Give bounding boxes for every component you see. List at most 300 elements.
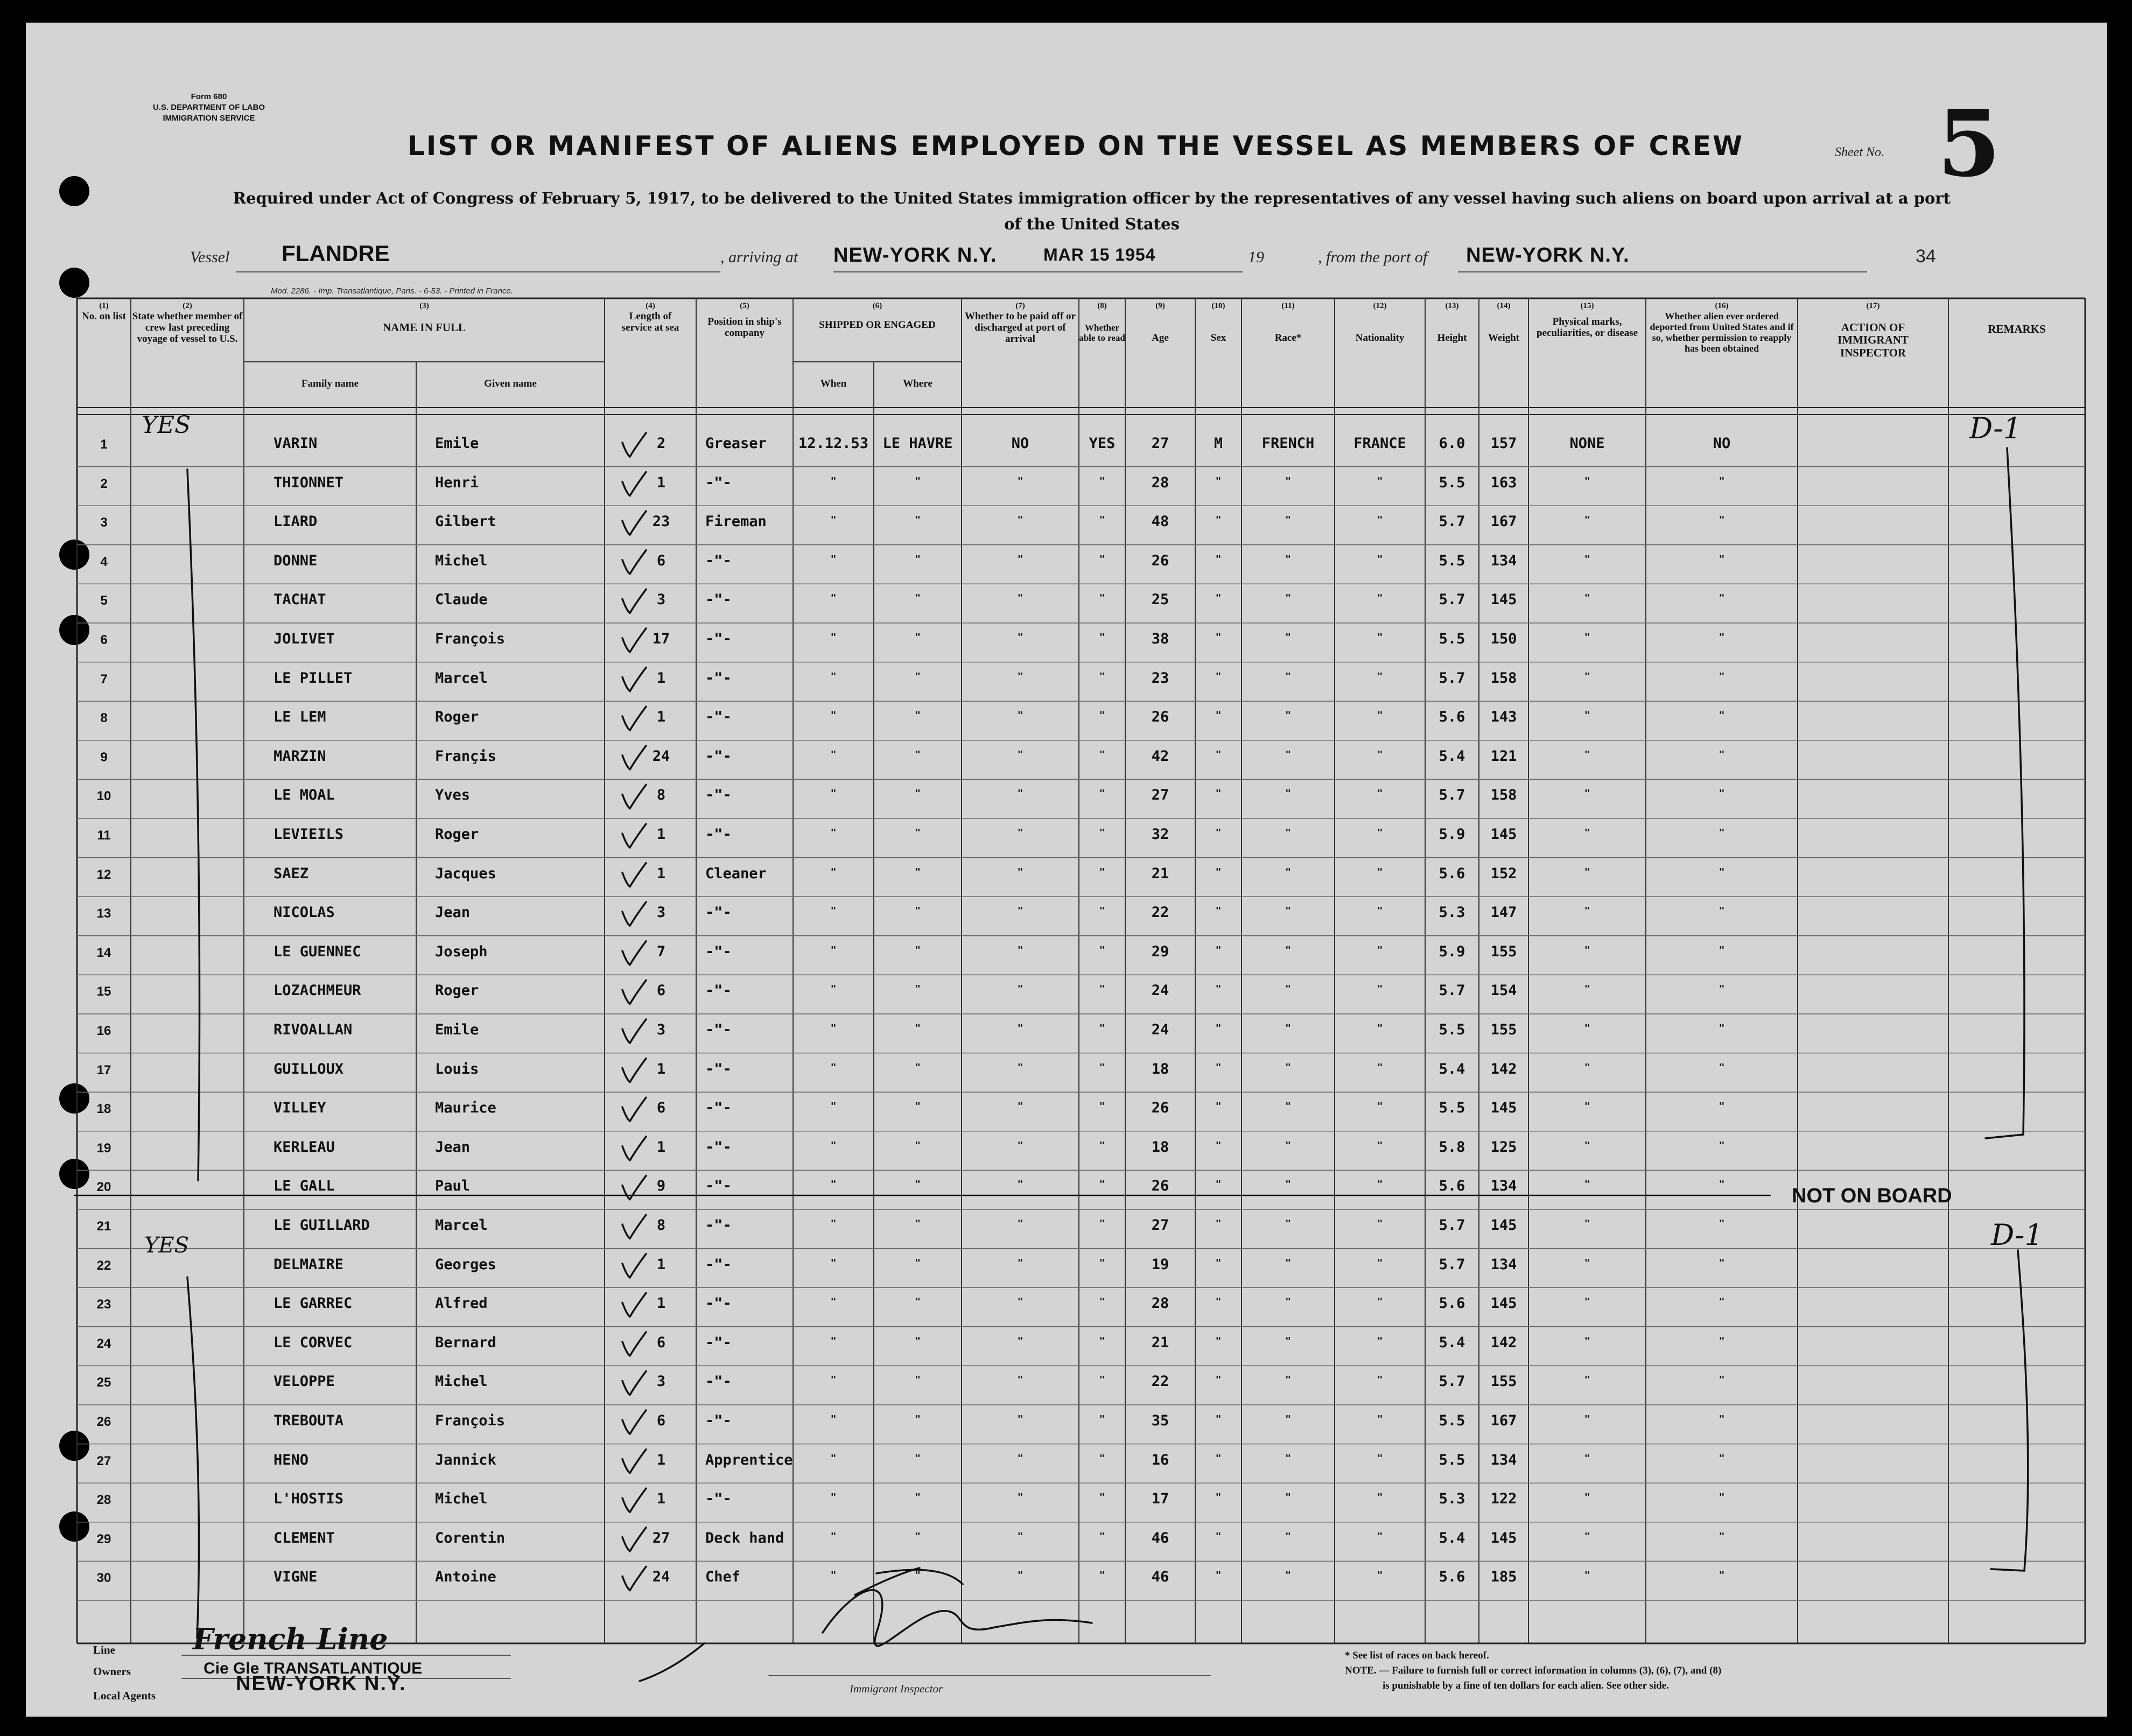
- position: -"-: [705, 1021, 732, 1038]
- when-ditto: ": [830, 1374, 837, 1386]
- family-name: LE GUILLARD: [273, 1217, 370, 1234]
- given-name: Gilbert: [435, 513, 496, 530]
- where-ditto: ": [915, 1139, 921, 1151]
- row-number: 18: [96, 1102, 111, 1117]
- weight: 185: [1490, 1569, 1517, 1586]
- race-ditto: ": [1285, 1139, 1291, 1151]
- read-ditto: ": [1099, 632, 1105, 643]
- row-number: 15: [96, 984, 111, 999]
- nationality-ditto: ": [1377, 1335, 1383, 1347]
- position: -"-: [705, 552, 732, 569]
- check-mark: [622, 824, 646, 848]
- height: 5.5: [1439, 474, 1465, 491]
- height: 5.6: [1439, 1295, 1465, 1312]
- weight: 134: [1490, 1256, 1517, 1273]
- family-name: LE GARREC: [273, 1295, 353, 1312]
- length-of-service: 6: [656, 1412, 666, 1429]
- paid-off-ditto: ": [1017, 592, 1023, 604]
- row-number: 19: [96, 1140, 111, 1156]
- paid-off-ditto: ": [1017, 866, 1023, 878]
- col-header-3: (3) NAME IN FULL: [382, 302, 466, 334]
- yes-bracket-line: [187, 470, 200, 1180]
- age: 26: [1151, 709, 1169, 726]
- read-ditto: ": [1099, 866, 1105, 878]
- col-header-family-name: Family name: [301, 378, 359, 389]
- check-mark: [622, 433, 646, 457]
- position: -"-: [705, 1490, 732, 1508]
- height: 5.3: [1439, 904, 1465, 921]
- age: 25: [1151, 591, 1169, 608]
- paid-off-ditto: ": [1017, 553, 1023, 565]
- row-number: 12: [96, 867, 111, 882]
- row-number: 2: [100, 476, 108, 491]
- immigrant-inspector-label: Immigrant Inspector: [850, 1682, 943, 1695]
- col-header-6: (6) SHIPPED OR ENGAGED: [819, 302, 936, 331]
- read-ditto: ": [1099, 1374, 1105, 1386]
- when-ditto: ": [830, 983, 837, 995]
- marks-ditto: ": [1584, 1452, 1590, 1464]
- when-ditto: ": [830, 748, 837, 760]
- family-name: HENO: [273, 1451, 309, 1468]
- marks-ditto: ": [1584, 1335, 1590, 1347]
- length-of-service: 27: [652, 1529, 670, 1546]
- page-count: 34: [1916, 246, 1936, 267]
- family-name: MARZIN: [273, 747, 326, 765]
- col-header-given-name: Given name: [484, 378, 537, 389]
- nationality-ditto: ": [1377, 1452, 1383, 1464]
- length-of-service: 3: [656, 591, 666, 608]
- row-number: 16: [96, 1024, 111, 1038]
- position: Chef: [705, 1569, 741, 1586]
- where-ditto: ": [915, 710, 921, 722]
- row-number: 28: [96, 1493, 111, 1508]
- marks-ditto: ": [1584, 1413, 1590, 1425]
- age: 35: [1151, 1412, 1169, 1429]
- row-number: 26: [96, 1415, 111, 1429]
- weight: 134: [1490, 1451, 1517, 1468]
- check-mark: [622, 589, 646, 613]
- position: -"-: [705, 1412, 732, 1429]
- given-name: Maurice: [435, 1100, 496, 1117]
- sex-ditto: ": [1215, 1139, 1222, 1151]
- position: Apprentice: [705, 1451, 793, 1468]
- vessel-label: Vessel: [190, 248, 230, 266]
- position: -"-: [705, 787, 732, 804]
- marks-ditto: ": [1584, 788, 1590, 800]
- length-of-service: 1: [656, 1138, 666, 1156]
- paid-off-ditto: ": [1017, 827, 1023, 838]
- when-ditto: ": [830, 905, 837, 917]
- remark-bracket-line: [1986, 448, 2024, 1138]
- when-ditto: ": [830, 670, 837, 682]
- position: -"-: [705, 1100, 732, 1117]
- sheet-number: 5: [1937, 90, 2001, 198]
- weight: 154: [1490, 982, 1517, 999]
- nationality-ditto: ": [1377, 1257, 1383, 1269]
- row-number: 30: [96, 1571, 111, 1586]
- paid-off-ditto: ": [1017, 983, 1023, 995]
- given-name: Roger: [435, 826, 479, 843]
- marks-ditto: ": [1584, 944, 1590, 956]
- check-mark: [622, 1450, 646, 1473]
- read-ditto: ": [1099, 748, 1105, 760]
- family-name: DONNE: [273, 552, 318, 569]
- deported-ditto: ": [1719, 1413, 1725, 1425]
- position: -"-: [705, 1217, 732, 1234]
- weight: 155: [1490, 1021, 1517, 1038]
- handwritten-remark: D-1: [1969, 411, 2022, 445]
- col-header-15: (15) Physical marks, peculiarities, or disease: [1536, 302, 1638, 339]
- col-header-when: When: [820, 378, 847, 389]
- given-name: Alfred: [435, 1295, 488, 1312]
- given-name: Marcel: [435, 669, 488, 687]
- fine-note: is punishable by a fine of ten dollars for each alien. See other side.: [1383, 1680, 1669, 1691]
- where-ditto: ": [915, 827, 921, 838]
- col-header-10: (10) Sex: [1210, 302, 1226, 344]
- position: -"-: [705, 1373, 732, 1390]
- failure-note: NOTE. — Failure to furnish full or correct information in columns (3), (6), (7), and (8): [1345, 1665, 1722, 1676]
- read: YES: [1089, 435, 1116, 452]
- col-header-7: (7) Whether to be paid off or discharged at port of arrival: [965, 302, 1076, 345]
- race-ditto: ": [1285, 1101, 1291, 1112]
- check-mark: [622, 1215, 646, 1238]
- form-service-line: IMMIGRATION SERVICE: [163, 114, 255, 123]
- weight: 145: [1490, 1529, 1517, 1546]
- age: 46: [1151, 1529, 1169, 1546]
- row-number: 10: [96, 789, 111, 804]
- family-name: LE GALL: [273, 1178, 335, 1195]
- given-name: Henri: [435, 474, 479, 491]
- check-mark: [622, 941, 646, 965]
- family-name: LE GUENNEC: [273, 943, 361, 960]
- length-of-service: 1: [656, 1451, 666, 1468]
- when-ditto: ": [830, 1530, 837, 1542]
- sex-ditto: ": [1215, 983, 1222, 995]
- nationality-ditto: ": [1377, 1218, 1383, 1229]
- row-number: 3: [100, 515, 108, 530]
- family-name: RIVOALLAN: [273, 1021, 353, 1038]
- marks-ditto: ": [1584, 1257, 1590, 1269]
- height: 5.4: [1439, 1060, 1465, 1077]
- sex-ditto: ": [1215, 788, 1222, 800]
- nationality-ditto: ": [1377, 670, 1383, 682]
- row-number: 14: [96, 945, 111, 960]
- read-ditto: ": [1099, 1335, 1105, 1347]
- age: 32: [1151, 826, 1169, 843]
- read-ditto: ": [1099, 944, 1105, 956]
- given-name: Roger: [435, 982, 479, 999]
- sex-ditto: ": [1215, 827, 1222, 838]
- check-mark: [622, 550, 646, 574]
- when-ditto: ": [830, 1101, 837, 1112]
- check-mark: [622, 863, 646, 887]
- read-ditto: ": [1099, 1257, 1105, 1269]
- weight: 145: [1490, 1295, 1517, 1312]
- length-of-service: 1: [656, 1295, 666, 1312]
- paid-off-ditto: ": [1017, 1492, 1023, 1503]
- when-ditto: ": [830, 1570, 837, 1581]
- race-ditto: ": [1285, 905, 1291, 917]
- given-name: Roger: [435, 709, 479, 726]
- position: Cleaner: [705, 865, 767, 882]
- deported-ditto: ": [1719, 944, 1725, 956]
- col-header-1: (1) No. on list: [82, 302, 126, 322]
- given-name: Jannick: [435, 1451, 496, 1468]
- age: 26: [1151, 1178, 1169, 1195]
- where-ditto: ": [915, 944, 921, 956]
- arrival-date: MAR 15 1954: [1043, 245, 1156, 264]
- paid-off-ditto: ": [1017, 1101, 1023, 1112]
- height: 5.8: [1439, 1138, 1465, 1156]
- yes-bracket-line: [187, 1277, 199, 1638]
- deported-ditto: ": [1719, 1570, 1725, 1581]
- where-ditto: ": [915, 514, 921, 526]
- when-ditto: ": [830, 1218, 837, 1229]
- position: -"-: [705, 1178, 732, 1195]
- weight: 155: [1490, 1373, 1517, 1390]
- family-name: VARIN: [273, 435, 318, 452]
- given-name: Joseph: [435, 943, 488, 960]
- age: 21: [1151, 865, 1169, 882]
- footer-checkmark: [640, 1643, 704, 1681]
- paid-off-ditto: ": [1017, 1452, 1023, 1464]
- check-mark: [622, 746, 646, 769]
- read-ditto: ": [1099, 710, 1105, 722]
- sex: M: [1214, 435, 1223, 452]
- given-name: Claude: [435, 591, 488, 608]
- family-name: TREBOUTA: [273, 1412, 344, 1429]
- family-name: THIONNET: [273, 474, 344, 491]
- subtitle: Required under Act of Congress of February 5, 1917, to be delivered to the United States immigration officer by the representatives of any vessel having such aliens on board upon arrival at a port of the United States: [233, 189, 1951, 233]
- nationality-ditto: ": [1377, 1492, 1383, 1503]
- check-mark: [622, 706, 646, 730]
- paid-off-ditto: ": [1017, 905, 1023, 917]
- where-ditto: ": [915, 553, 921, 565]
- height: 5.6: [1439, 1569, 1465, 1586]
- paid-off-ditto: ": [1017, 788, 1023, 800]
- row-number: 6: [100, 633, 108, 647]
- age: 27: [1151, 1217, 1169, 1234]
- marks-ditto: ": [1584, 1530, 1590, 1542]
- age: 18: [1151, 1138, 1169, 1156]
- where-ditto: ": [915, 983, 921, 995]
- read-ditto: ": [1099, 827, 1105, 838]
- sex-ditto: ": [1215, 1179, 1222, 1191]
- deported-ditto: ": [1719, 632, 1725, 643]
- family-name: LEVIEILS: [273, 826, 344, 843]
- nationality-ditto: ": [1377, 1570, 1383, 1581]
- height: 5.7: [1439, 787, 1465, 804]
- nationality-ditto: ": [1377, 1530, 1383, 1542]
- length-of-service: 2: [656, 435, 666, 452]
- length-of-service: 6: [656, 1334, 666, 1351]
- family-name: TACHAT: [273, 591, 326, 608]
- paid-off: NO: [1011, 435, 1029, 452]
- family-name: LE PILLET: [273, 669, 353, 687]
- race-ditto: ": [1285, 475, 1291, 487]
- check-mark: [622, 511, 646, 535]
- paid-off-ditto: ": [1017, 1296, 1023, 1308]
- paid-off-ditto: ": [1017, 1139, 1023, 1151]
- family-name: VELOPPE: [273, 1373, 335, 1390]
- nationality-ditto: ": [1377, 866, 1383, 878]
- race-ditto: ": [1285, 553, 1291, 565]
- age: 18: [1151, 1060, 1169, 1077]
- nationality-ditto: ": [1377, 905, 1383, 917]
- where-ditto: ": [915, 1492, 921, 1503]
- height: 5.7: [1439, 1217, 1465, 1234]
- given-name: Emile: [435, 435, 479, 452]
- deported-ditto: ": [1719, 1374, 1725, 1386]
- race-ditto: ": [1285, 748, 1291, 760]
- weight: 145: [1490, 591, 1517, 608]
- read-ditto: ": [1099, 1296, 1105, 1308]
- when-ditto: ": [830, 592, 837, 604]
- deported-ditto: ": [1719, 1139, 1725, 1151]
- marks-ditto: ": [1584, 1374, 1590, 1386]
- check-mark: [622, 902, 646, 926]
- col-header-12: (12) Nationality: [1355, 302, 1405, 344]
- given-name: Michel: [435, 1490, 488, 1508]
- weight: 150: [1490, 631, 1517, 647]
- race-ditto: ": [1285, 983, 1291, 995]
- col-header-8: (8) Whether able to read: [1079, 302, 1125, 343]
- deported-ditto: ": [1719, 1452, 1725, 1464]
- marks-ditto: ": [1584, 1023, 1590, 1034]
- where-ditto: ": [915, 1570, 921, 1581]
- weight: 134: [1490, 1178, 1517, 1195]
- where-ditto: ": [915, 1335, 921, 1347]
- position: -"-: [705, 474, 732, 491]
- paid-off-ditto: ": [1017, 670, 1023, 682]
- when-ditto: ": [830, 827, 837, 838]
- when-ditto: ": [830, 1296, 837, 1308]
- height: 5.7: [1439, 1256, 1465, 1273]
- height: 5.5: [1439, 552, 1465, 569]
- page-title: LIST OR MANIFEST OF ALIENS EMPLOYED ON THE VESSEL AS MEMBERS OF CREW: [407, 130, 1744, 162]
- row-number: 4: [100, 554, 108, 569]
- length-of-service: 1: [656, 669, 666, 687]
- race-ditto: ": [1285, 1570, 1291, 1581]
- height: 5.4: [1439, 1334, 1465, 1351]
- col-header-11: (11) Race*: [1274, 302, 1302, 344]
- given-name: Michel: [435, 552, 488, 569]
- marks-ditto: ": [1584, 710, 1590, 722]
- check-mark: [622, 1566, 646, 1590]
- paid-off-ditto: ": [1017, 1061, 1023, 1073]
- family-name: CLEMENT: [273, 1529, 335, 1546]
- age: 26: [1151, 552, 1169, 569]
- sex-ditto: ": [1215, 1413, 1222, 1425]
- check-mark: [622, 628, 646, 652]
- length-of-service: 1: [656, 474, 666, 491]
- weight: 147: [1490, 904, 1517, 921]
- race-ditto: ": [1285, 1335, 1291, 1347]
- age: 23: [1151, 669, 1169, 687]
- age: 21: [1151, 1334, 1169, 1351]
- nationality-ditto: ": [1377, 475, 1383, 487]
- owners-label: Owners: [93, 1665, 131, 1678]
- marks-ditto: ": [1584, 514, 1590, 526]
- height: 5.9: [1439, 826, 1465, 843]
- sex-ditto: ": [1215, 1101, 1222, 1112]
- row-number: 27: [96, 1453, 111, 1468]
- deported-ditto: ": [1719, 1335, 1725, 1347]
- race-ditto: ": [1285, 1179, 1291, 1191]
- nationality-ditto: ": [1377, 1139, 1383, 1151]
- paid-off-ditto: ": [1017, 1218, 1023, 1229]
- marks-ditto: ": [1584, 1061, 1590, 1073]
- read-ditto: ": [1099, 1413, 1105, 1425]
- sex-ditto: ": [1215, 1023, 1222, 1034]
- nationality: FRANCE: [1353, 435, 1406, 452]
- race-ditto: ": [1285, 1296, 1291, 1308]
- length-of-service: 23: [652, 513, 670, 530]
- family-name: VILLEY: [273, 1100, 326, 1117]
- sex-ditto: ": [1215, 1452, 1222, 1464]
- family-name: LIARD: [273, 513, 318, 530]
- deported-ditto: ": [1719, 827, 1725, 838]
- nationality-ditto: ": [1377, 1179, 1383, 1191]
- length-of-service: 3: [656, 1021, 666, 1038]
- not-on-board-stamp: NOT ON BOARD: [1792, 1185, 1952, 1207]
- line-value: French Line: [193, 1622, 388, 1656]
- nationality-ditto: ": [1377, 1413, 1383, 1425]
- given-name: François: [435, 1412, 506, 1429]
- length-of-service: 8: [656, 787, 666, 804]
- paid-off-ditto: ": [1017, 1023, 1023, 1034]
- read-ditto: ": [1099, 1452, 1105, 1464]
- read-ditto: ": [1099, 905, 1105, 917]
- marks-ditto: ": [1584, 1101, 1590, 1112]
- length-of-service: 24: [652, 1569, 670, 1586]
- marks-ditto: ": [1584, 475, 1590, 487]
- read-ditto: ": [1099, 475, 1105, 487]
- where-ditto: ": [915, 592, 921, 604]
- position: -"-: [705, 943, 732, 960]
- weight: 158: [1490, 787, 1517, 804]
- when-ditto: ": [830, 944, 837, 956]
- read-ditto: ": [1099, 592, 1105, 604]
- sex-ditto: ": [1215, 1335, 1222, 1347]
- family-name: JOLIVET: [273, 631, 335, 647]
- paid-off-ditto: ": [1017, 1530, 1023, 1542]
- length-of-service: 1: [656, 1256, 666, 1273]
- height: 5.5: [1439, 1021, 1465, 1038]
- age: 38: [1151, 631, 1169, 647]
- height: 5.5: [1439, 1412, 1465, 1429]
- where-ditto: ": [915, 788, 921, 800]
- race-ditto: ": [1285, 788, 1291, 800]
- weight: 158: [1490, 669, 1517, 687]
- read-ditto: ": [1099, 1139, 1105, 1151]
- when-ditto: ": [830, 1023, 837, 1034]
- race-ditto: ": [1285, 1257, 1291, 1269]
- check-mark: [622, 785, 646, 808]
- where-ditto: ": [915, 1179, 921, 1191]
- sex-ditto: ": [1215, 710, 1222, 722]
- sex-ditto: ": [1215, 748, 1222, 760]
- sex-ditto: ": [1215, 1218, 1222, 1229]
- height: 5.5: [1439, 631, 1465, 647]
- sex-ditto: ": [1215, 632, 1222, 643]
- given-name: Emile: [435, 1021, 479, 1038]
- height: 5.6: [1439, 709, 1465, 726]
- race-ditto: ": [1285, 670, 1291, 682]
- when-ditto: ": [830, 553, 837, 565]
- deported: NO: [1713, 435, 1731, 452]
- check-mark: [622, 1059, 646, 1082]
